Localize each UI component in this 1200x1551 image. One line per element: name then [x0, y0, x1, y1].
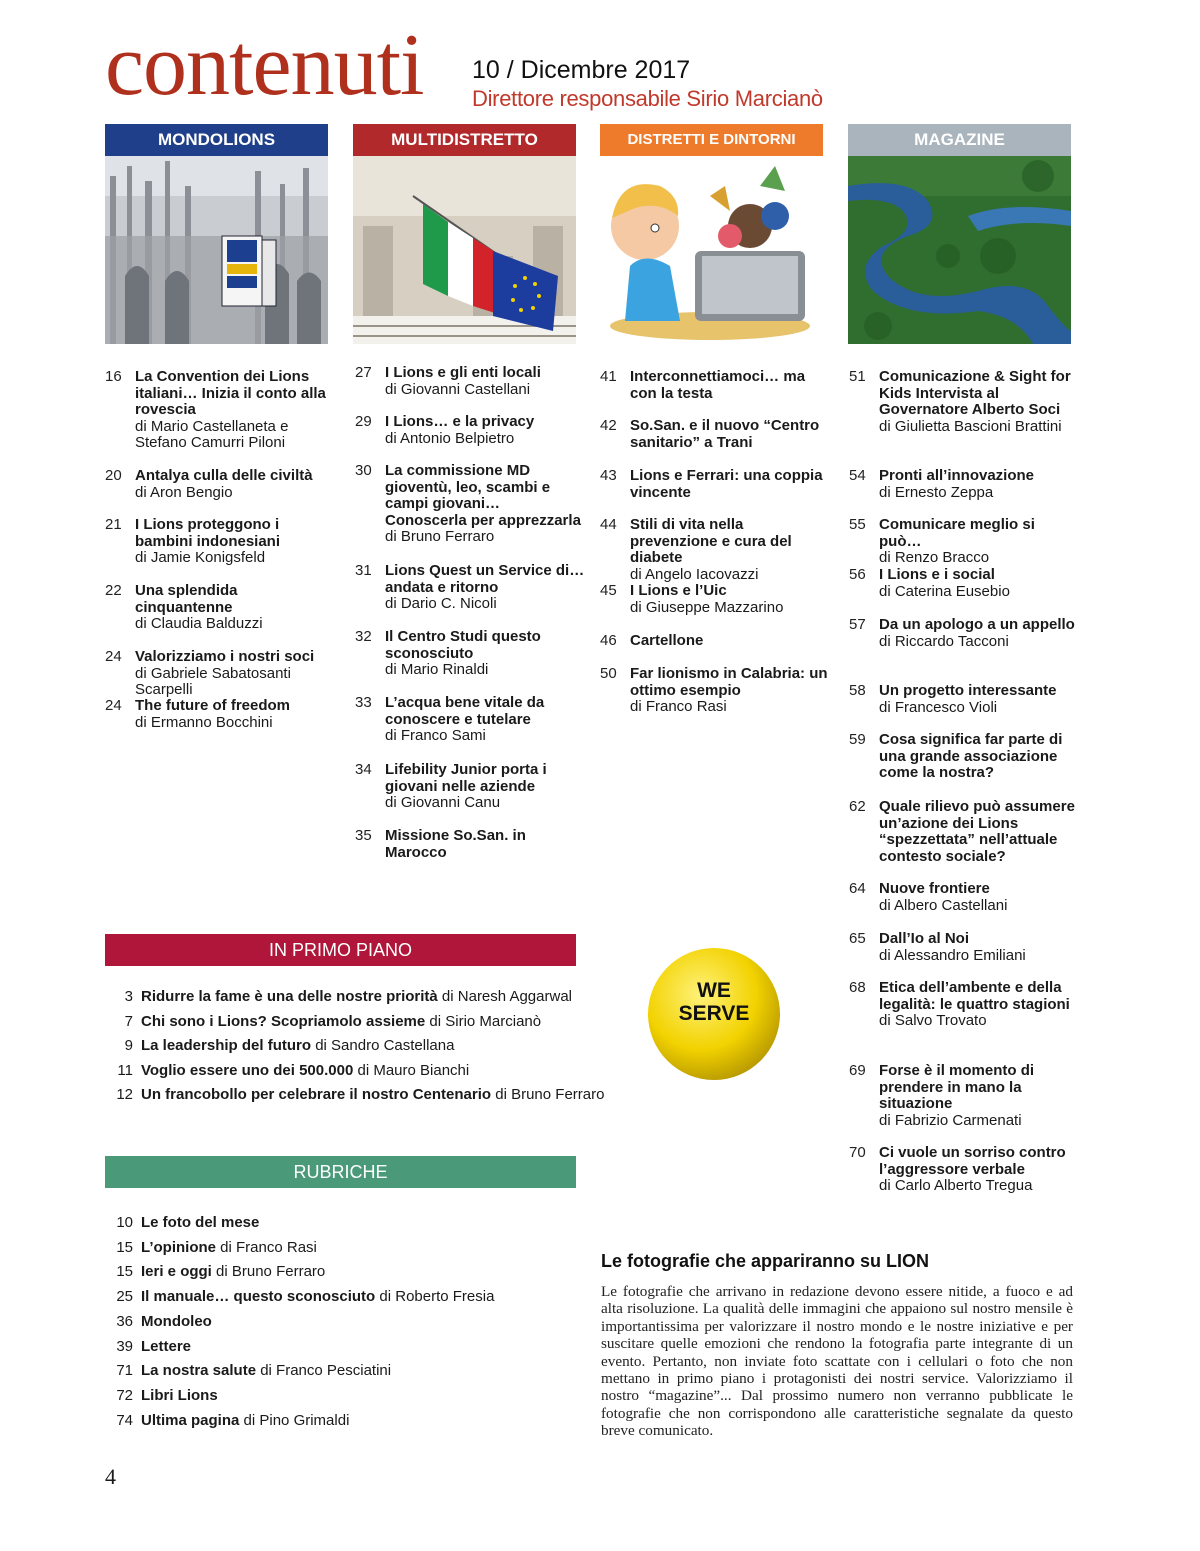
toc-entry-title: So.San. e il nuovo “Centro sanitario” a Trani [630, 417, 820, 451]
list-page-number: 11 [117, 1061, 133, 1079]
toc-entry-text [385, 414, 585, 447]
toc-entry-title: Valorizziamo i nostri soci [135, 648, 315, 665]
toc-page-number: 45 [600, 582, 617, 599]
list-page-number: 3 [124, 988, 133, 1005]
toc-entry-title: Il Centro Studi questo sconosciuto [385, 628, 541, 662]
list-item[interactable] [105, 988, 572, 1006]
list-item-author: di Bruno Ferraro [216, 1263, 326, 1281]
section-header-rubriche: RUBRICHE [105, 1156, 576, 1188]
list-item-author: di Sirio Marcianò [429, 1012, 542, 1030]
toc-entry-author: di Giovanni Castellani [385, 380, 531, 398]
notice-title: Le fotografie che appariranno su LION [601, 1251, 930, 1271]
child-computer-illustration [600, 156, 823, 344]
section-header-mondolions: MONDOLIONS [105, 124, 328, 156]
list-item[interactable] [105, 1062, 469, 1080]
toc-entry-author: di Claudia Balduzzi [135, 615, 263, 632]
list-item[interactable] [105, 1214, 259, 1232]
list-page-number: 9 [124, 1037, 133, 1055]
toc-entry-text [630, 468, 830, 501]
toc-entry-title: Forse è il momento di prendere in mano la situazione [879, 1062, 1035, 1112]
toc-entry-author: di Franco Sami [385, 727, 486, 744]
toc-entry-title: Lions e Ferrari: una coppia vincente [630, 467, 823, 501]
list-item[interactable] [105, 1288, 494, 1306]
list-item[interactable] [105, 1037, 454, 1055]
toc-entry-text [135, 698, 335, 731]
toc-page-number: 68 [849, 979, 866, 996]
toc-entry-text [879, 1063, 1079, 1129]
toc-entry-text [135, 517, 335, 567]
toc-entry-title: Nuove frontiere [879, 880, 990, 897]
toc-entry-author: di Aron Bengio [135, 483, 233, 501]
section-mondolions [105, 124, 328, 344]
toc-entry-title: Far lionismo in Calabria: un ottimo esempio [630, 665, 828, 699]
toc-entry-title: L’acqua bene vitale da conoscere e tutelare [385, 694, 545, 728]
toc-entry-text [879, 732, 1079, 782]
toc-page-number: 50 [600, 665, 617, 682]
toc-entry-author: di Francesco Violi [879, 698, 998, 716]
toc-page-number: 69 [849, 1062, 866, 1079]
toc-page-number: 22 [105, 582, 122, 599]
toc-entry-author: di Gabriele Sabatosanti Scarpelli [135, 664, 291, 698]
toc-entry-author: di Riccardo Tacconi [879, 632, 1009, 650]
toc-entry-title: I Lions e i social [879, 566, 995, 583]
list-item-title: Lettere [141, 1337, 192, 1355]
list-page-number: 7 [124, 1012, 133, 1030]
section-header-distretti: DISTRETTI E DINTORNI [600, 124, 823, 156]
toc-page-number: 20 [105, 467, 122, 484]
toc-entry-author: di Fabrizio Carmenati [879, 1111, 1022, 1129]
list-page-number: 72 [116, 1386, 133, 1404]
issue-date: 10 / Dicembre 2017 [472, 56, 691, 84]
we-serve-badge [645, 945, 783, 1083]
list-page-number: 25 [116, 1288, 133, 1306]
list-page-number: 71 [116, 1362, 133, 1380]
toc-entry-title: Un progetto interessante [879, 682, 1057, 699]
section-header-magazine: MAGAZINE [848, 124, 1071, 156]
toc-entry-text [879, 799, 1079, 865]
toc-page-number: 43 [600, 467, 617, 484]
we-serve-seal [645, 945, 783, 1083]
toc-page-number: 64 [849, 880, 866, 897]
toc-entry-text [879, 931, 1079, 964]
toc-entry-title: I Lions e l’Uic [630, 582, 727, 599]
toc-page-number: 32 [355, 628, 372, 645]
list-page-number: 12 [116, 1086, 133, 1104]
toc-page-number: 21 [105, 516, 122, 533]
toc-entry-author: di Carlo Alberto Tregua [879, 1177, 1033, 1194]
toc-entry-title: Dall’Io al Noi [879, 930, 970, 947]
toc-page-number: 59 [849, 731, 866, 748]
toc-page-number: 57 [849, 616, 866, 633]
list-page-number: 39 [116, 1337, 133, 1355]
toc-entry-author: di Franco Rasi [630, 698, 727, 715]
list-item-author: di Pino Grimaldi [243, 1411, 350, 1429]
toc-entry-text [135, 468, 335, 501]
toc-page-number: 51 [849, 368, 866, 385]
toc-entry-title: Una splendida cinquantenne [135, 582, 238, 616]
toc-entry-author: di Giulietta Bascioni Brattini [879, 417, 1062, 435]
toc-entry-title: Ci vuole un sorriso contro l’aggressore verbale [879, 1144, 1066, 1178]
toc-page-number: 56 [849, 566, 866, 583]
toc-entry-author: di Caterina Eusebio [879, 582, 1010, 600]
toc-page-number: 65 [849, 930, 866, 947]
section-magazine [848, 124, 1071, 344]
river-forest-illustration [848, 156, 1071, 344]
toc-page-number: 29 [355, 413, 372, 430]
toc-page-number: 33 [355, 694, 372, 711]
toc-page-number: 44 [600, 516, 617, 533]
toc-entry-title: Etica dell’ambente e della legalità: le quattro stagioni [879, 979, 1070, 1013]
toc-page-number: 55 [849, 516, 866, 533]
list-item[interactable] [105, 1086, 604, 1104]
list-item-title: Libri Lions [141, 1386, 218, 1404]
toc-page-number: 35 [355, 827, 372, 844]
page-number: 4 [105, 1464, 116, 1489]
toc-entry-title: Comunicare meglio si può… [879, 516, 1035, 550]
toc-entry-author: di Giovanni Canu [385, 794, 501, 811]
photo-flags [353, 156, 576, 344]
list-item[interactable] [105, 1362, 391, 1380]
toc-entry-text [630, 369, 830, 402]
toc-entry-text [630, 633, 830, 650]
toc-entry-text [879, 617, 1079, 650]
section-header-in-primo-piano: IN PRIMO PIANO [105, 934, 576, 966]
list-item-title: Ultima pagina [141, 1411, 240, 1429]
list-item-author: di Franco Pesciatini [260, 1362, 392, 1380]
toc-entry-title: Stili di vita nella prevenzione e cura del diabete [630, 516, 792, 566]
toc-entry-title: Lions Quest un Service di… andata e ritorno [385, 562, 585, 596]
toc-page-number: 27 [355, 364, 372, 381]
toc-entry-title: La Convention dei Lions italiani… Inizia il conto alla rovescia [135, 368, 326, 418]
toc-entry-text [385, 629, 585, 679]
toc-entry-title: Antalya culla delle civiltà [135, 467, 313, 484]
list-item-title: Mondoleo [141, 1312, 212, 1330]
list-page-number: 15 [116, 1263, 133, 1281]
toc-entry-author: di Ernesto Zeppa [879, 483, 994, 501]
toc-entry-title: Comunicazione & Sight for Kids Intervista al Governatore Alberto Soci [879, 368, 1071, 418]
toc-entry-title: Lifebility Junior porta i giovani nelle aziende [385, 761, 547, 795]
page-title: contenuti [105, 17, 424, 114]
list-item-title: La leadership del futuro [141, 1037, 312, 1055]
list-item[interactable] [105, 1313, 212, 1331]
list-item-author: di Franco Rasi [220, 1238, 317, 1256]
section-multidistretto [353, 124, 576, 344]
toc-entry-text [385, 463, 585, 546]
toc-entry-text [630, 666, 830, 716]
toc-entry-author: di Mario Castellaneta e Stefano Camurri Piloni [135, 417, 289, 451]
toc-entry-text [385, 828, 585, 861]
toc-page-number: 41 [600, 368, 617, 385]
toc-entry-text [385, 695, 585, 745]
toc-entry-text [879, 517, 1079, 567]
toc-page-number: 46 [600, 632, 617, 649]
toc-entry-text [385, 563, 585, 613]
flags-illustration [353, 156, 576, 344]
toc-entry-author: di Giuseppe Mazzarino [630, 598, 784, 616]
list-item-title: Voglio essere uno dei 500.000 [141, 1061, 354, 1079]
toc-entry-author: di Dario C. Nicoli [385, 595, 497, 612]
toc-entry-text [135, 649, 335, 699]
toc-entry-author: di Antonio Belpietro [385, 429, 515, 447]
section-header-multidistretto: MULTIDISTRETTO [353, 124, 576, 156]
toc-entry-text [879, 1145, 1079, 1195]
toc-page-number: 24 [105, 697, 122, 714]
section-distretti [600, 124, 823, 344]
toc-entry-text [879, 468, 1079, 501]
list-item[interactable] [105, 1412, 349, 1430]
badge-line1: WE [697, 979, 731, 1002]
toc-entry-author: di Angelo Iacovazzi [630, 565, 759, 583]
toc-page-number: 16 [105, 368, 122, 385]
notice-body: Le fotografie che arrivano in redazione devono essere nitide, a fuoco e ad alta risoluzione. La qualità delle immagini che appaiono sul nostro mensile è importantissima per valorizzare il nostro mondo e le nostre iniziative e per suscitare quelle emozioni che rendono la fotografia parte integrante di un evento. Pertanto, non inviate foto scattate con i cellulari o foto che non mettano in primo piano i protagonisti dei nostri service. Valorizziamo il nostro “magazine”... Dal prossimo numero non verranno pubblicate le fotografie che non corrispondono alle caratteristiche segnalate da questo breve comunicato. [601, 1283, 1073, 1440]
toc-entry-author: di Alessandro Emiliani [879, 946, 1026, 964]
toc-entry-text [630, 517, 830, 583]
toc-entry-text [879, 980, 1079, 1030]
list-page-number: 15 [116, 1238, 133, 1256]
cartoon-child-computer [600, 156, 823, 344]
photo-river-forest [848, 156, 1071, 344]
toc-entry-title: I Lions e gli enti locali [385, 364, 541, 381]
list-item[interactable] [105, 1013, 541, 1031]
toc-entry-author: di Renzo Bracco [879, 549, 990, 566]
list-item-title: Un francobollo per celebrare il nostro Centenario [141, 1086, 492, 1104]
list-item[interactable] [105, 1387, 218, 1405]
toc-page-number: 30 [355, 462, 372, 479]
toc-entry-title: Cosa significa far parte di una grande associazione come la nostra? [879, 731, 1063, 781]
toc-entry-text [879, 881, 1079, 914]
toc-entry-author: di Ermanno Bocchini [135, 713, 273, 731]
toc-entry-title: Missione So.San. in Marocco [385, 827, 526, 861]
list-item[interactable] [105, 1263, 325, 1281]
toc-entry-title: The future of freedom [135, 697, 291, 714]
badge-line2: SERVE [678, 1002, 750, 1025]
toc-entry-title: Quale rilievo può assumere un’azione dei Lions “spezzettata” nell’attuale contesto sociale? [879, 798, 1075, 865]
director-credit: Direttore responsabile Sirio Marcianò [472, 86, 823, 111]
toc-entry-title: Cartellone [630, 632, 704, 649]
list-item-title: Chi sono i Lions? Scopriamolo assieme [141, 1012, 426, 1030]
list-item-title: Ridurre la fame è una delle nostre priorità [141, 988, 438, 1005]
toc-entry-title: I Lions proteggono i bambini indonesiani [135, 516, 281, 550]
toc-page-number: 54 [849, 467, 866, 484]
toc-entry-title: Interconnettiamoci… ma con la testa [630, 368, 806, 402]
toc-entry-title: Da un apologo a un appello [879, 616, 1075, 633]
list-item-title: Ieri e oggi [141, 1263, 212, 1281]
list-item-title: Le foto del mese [141, 1214, 260, 1231]
toc-page-number: 62 [849, 798, 866, 815]
toc-entry-text [385, 762, 585, 812]
list-page-number: 10 [116, 1214, 133, 1231]
toc-page-number: 31 [355, 562, 372, 579]
list-item-author: di Naresh Aggarwal [441, 988, 572, 1005]
photo-milan-cathedral [105, 156, 328, 344]
toc-entry-author: di Bruno Ferraro [385, 528, 495, 545]
toc-entry-title: Pronti all’innovazione [879, 467, 1035, 484]
list-item[interactable] [105, 1338, 191, 1356]
cathedral-illustration [105, 156, 328, 344]
list-item-title: L’opinione [141, 1238, 216, 1256]
toc-entry-author: di Albero Castellani [879, 896, 1008, 914]
toc-page-number: 42 [600, 417, 617, 434]
toc-entry-author: di Jamie Konigsfeld [135, 549, 266, 566]
list-item-author: di Bruno Ferraro [495, 1086, 605, 1104]
toc-entry-text [385, 365, 585, 398]
toc-entry-text [879, 567, 1079, 600]
list-page-number: 74 [116, 1411, 133, 1429]
toc-entry-title: La commissione MD gioventù, leo, scambi e campi giovani… Conoscerla per apprezzarla [385, 462, 581, 529]
list-item-author: di Roberto Fresia [379, 1288, 495, 1306]
toc-page-number: 58 [849, 682, 866, 699]
list-item[interactable] [105, 1239, 317, 1257]
list-item-title: Il manuale… questo sconosciuto [141, 1288, 376, 1306]
toc-entry-text [879, 683, 1079, 716]
toc-entry-text [879, 369, 1079, 435]
toc-entry-text [630, 418, 830, 451]
toc-page-number: 34 [355, 761, 372, 778]
toc-entry-title: I Lions… e la privacy [385, 413, 535, 430]
toc-entry-text [135, 583, 335, 633]
toc-entry-text [630, 583, 830, 616]
list-page-number: 36 [116, 1312, 133, 1330]
list-item-author: di Mauro Bianchi [357, 1061, 470, 1079]
list-item-author: di Sandro Castellana [315, 1037, 455, 1055]
list-item-title: La nostra salute [141, 1362, 257, 1380]
toc-page-number: 24 [105, 648, 122, 665]
toc-entry-author: di Salvo Trovato [879, 1012, 987, 1029]
toc-entry-author: di Mario Rinaldi [385, 661, 489, 678]
toc-page-number: 70 [849, 1144, 866, 1161]
toc-entry-text [135, 369, 335, 452]
